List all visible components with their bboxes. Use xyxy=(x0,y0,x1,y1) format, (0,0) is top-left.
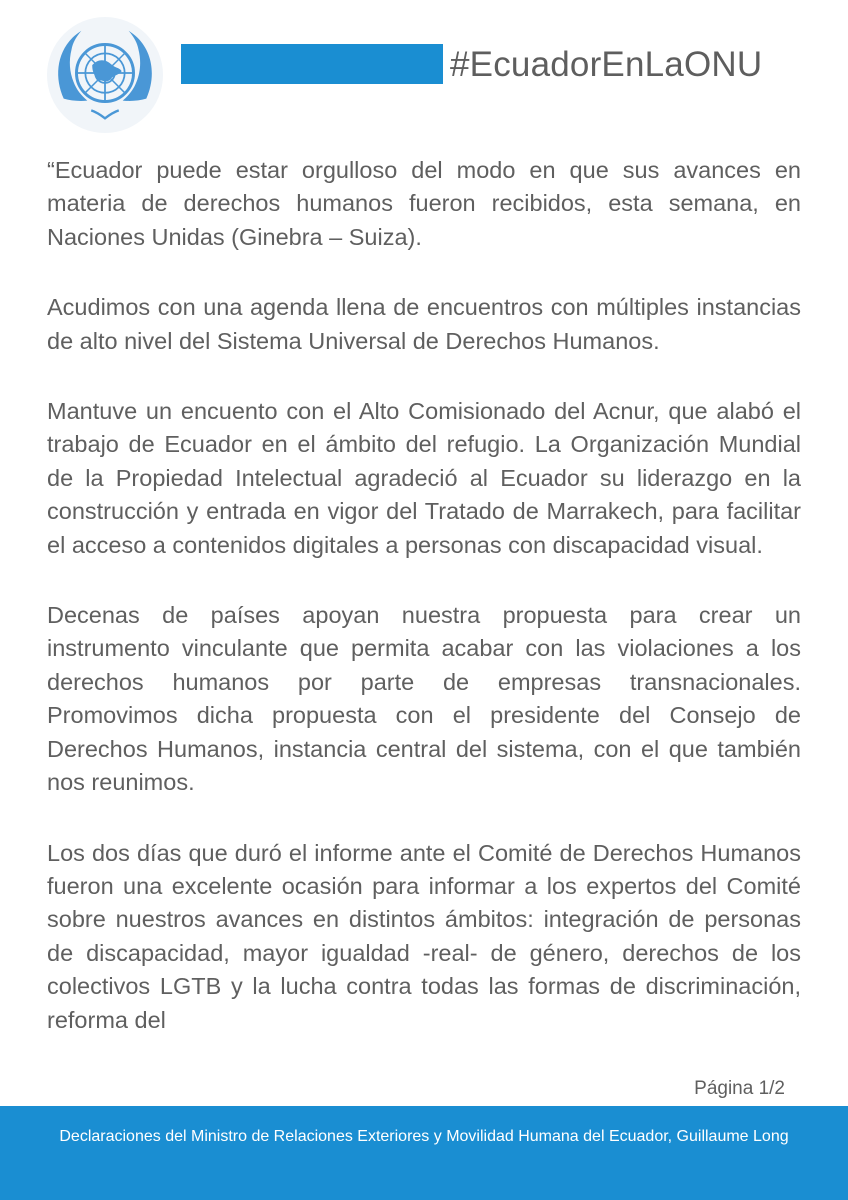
statement-paragraph-5: Los dos días que duró el informe ante el Comité de Derechos Humanos fueron una excelente ocasión para informar a los expertos del Comité sobre nuestros avances en distintos ámbitos: integración de personas de discapacidad, mayor igualdad -real- de género, derechos de los colectivos LGTB y la lucha contra todas las formas de discriminación, reforma del xyxy=(47,839,801,1033)
hashtag-title: #EcuadorEnLaONU xyxy=(450,45,763,84)
header-accent-bar xyxy=(181,44,443,84)
footer-band xyxy=(0,1106,848,1200)
un-emblem-icon xyxy=(46,16,164,134)
statement-paragraph-1: “Ecuador puede estar orgulloso del modo en que sus avances en materia de derechos humanos fueron recibidos, esta semana, en Naciones Unidas (Ginebra – Suiza). xyxy=(47,157,801,250)
statement-body xyxy=(47,154,801,1074)
page-number: Página 1/2 xyxy=(694,1078,785,1099)
footer-caption: Declaraciones del Ministro de Relaciones Exteriores y Movilidad Humana del Ecuador, Guillaume Long xyxy=(59,1128,789,1145)
statement-paragraph-4: Decenas de países apoyan nuestra propuesta para crear un instrumento vinculante que permita acabar con las violaciones a los derechos humanos por parte de empresas transnacionales. Promovimos dicha propuesta con el presidente del Consejo de Derechos Humanos, instancia central del sistema, con el que también nos reunimos. xyxy=(47,602,801,796)
statement-paragraph-2: Acudimos con una agenda llena de encuentros con múltiples instancias de alto nivel del Sistema Universal de Derechos Humanos. xyxy=(47,294,801,354)
statement-paragraph-3: Mantuve un encuento con el Alto Comisionado del Acnur, que alabó el trabajo de Ecuador en el ámbito del refugio. La Organización Mundial de la Propiedad Intelectual agradeció al Ecuador su liderazgo en la construcción y entrada en vigor del Tratado de Marrakech, para facilitar el acceso a contenidos digitales a personas con discapacidad visual. xyxy=(47,398,801,558)
